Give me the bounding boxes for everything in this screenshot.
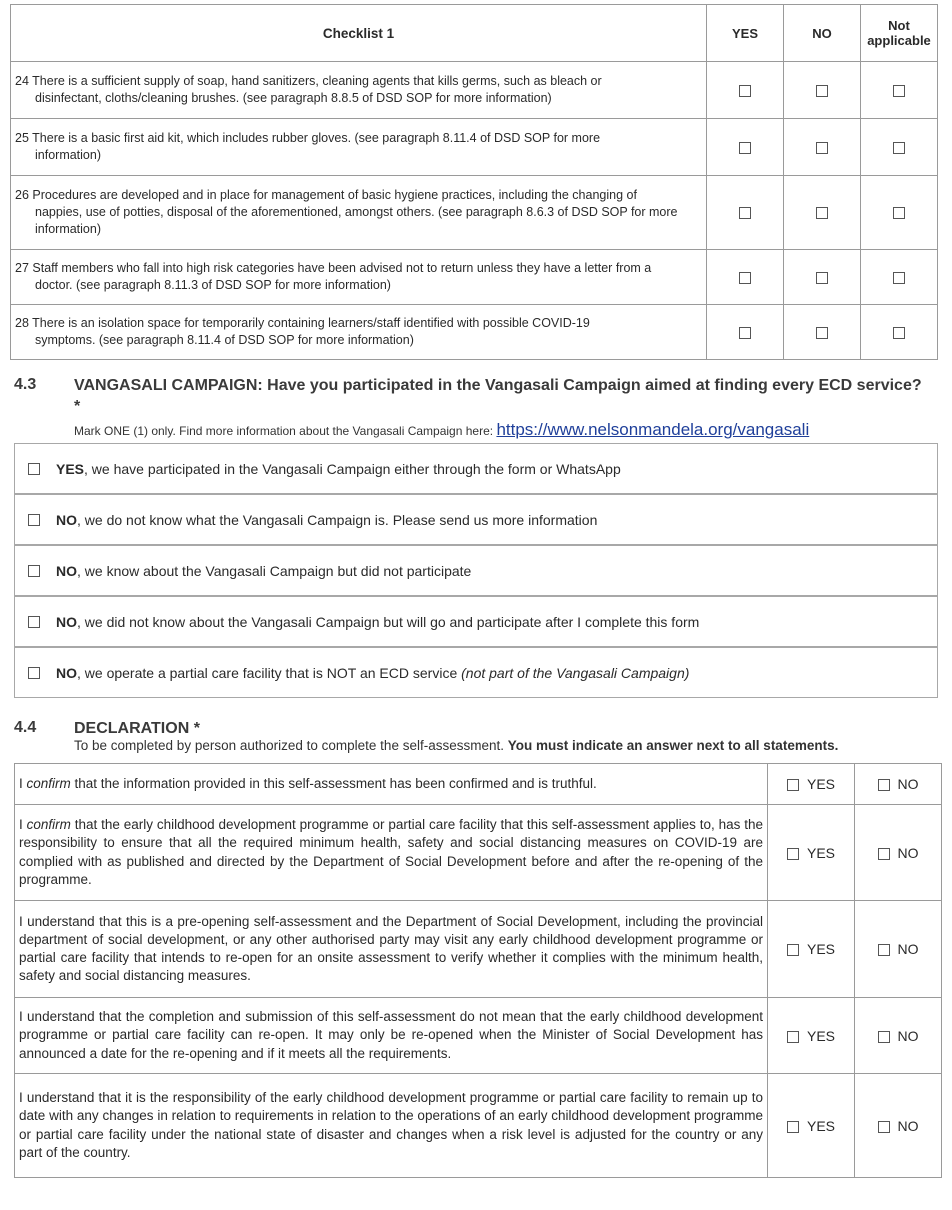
no-checkbox[interactable] [816, 327, 828, 339]
checklist-table [10, 4, 938, 360]
instruction-bold: You must indicate an answer next to all statements. [507, 738, 839, 753]
item-text-line2: disinfectant, cloths/cleaning brushes. (see paragraph 8.8.5 of DSD SOP for more information) [35, 91, 552, 105]
declaration-row [15, 1074, 942, 1178]
no-checkbox[interactable] [816, 207, 828, 219]
item-text-line1: There is a sufficient supply of soap, hand sanitizers, cleaning agents that kills germs, such as bleach or [32, 74, 602, 89]
na-checkbox[interactable] [893, 327, 905, 339]
yes-answer[interactable]: YES [768, 998, 855, 1074]
checklist-question [11, 119, 707, 176]
checklist-question [11, 250, 707, 305]
section-instruction [74, 738, 838, 753]
option-checkbox[interactable] [28, 667, 40, 679]
na-checkbox[interactable] [893, 272, 905, 284]
campaign-option[interactable] [14, 443, 938, 494]
item-number: 24 [15, 74, 29, 89]
item-number: 26 [15, 188, 29, 203]
checklist-question [11, 176, 707, 250]
option-label: NO, we do not know what the Vangasali Campaign is. Please send us more information [56, 511, 598, 528]
no-checkbox[interactable] [878, 779, 890, 791]
yes-checkbox[interactable] [739, 272, 751, 284]
no-checkbox[interactable] [816, 142, 828, 154]
vangasali-link[interactable]: https://www.nelsonmandela.org/vangasali [496, 420, 810, 439]
item-number: 28 [15, 316, 29, 331]
instruction-text: To be completed by person authorized to complete the self-assessment. [74, 738, 504, 753]
yes-answer[interactable]: YES [768, 764, 855, 805]
campaign-option[interactable] [14, 545, 938, 596]
yes-checkbox[interactable] [787, 779, 799, 791]
yes-checkbox[interactable] [739, 327, 751, 339]
na-checkbox[interactable] [893, 207, 905, 219]
declaration-table [14, 763, 942, 1178]
item-text-line1: There is an isolation space for temporarily containing learners/staff identified with possible COVID-19 [32, 316, 590, 331]
no-checkbox[interactable] [878, 1031, 890, 1043]
no-answer[interactable]: NO [855, 764, 942, 805]
section-instruction [74, 420, 944, 440]
yes-answer[interactable]: YES [768, 1074, 855, 1178]
checklist-header-row [11, 5, 938, 62]
yes-answer[interactable]: YES [768, 901, 855, 998]
na-header: Not applicable [861, 5, 938, 62]
declaration-statement: I understand that the completion and submission of this self-assessment do not mean that the early childhood development programme or partial care facility can re-open. It may only be re-opened when the Minister of Social Development has announced a date for the re-opening and if it meets all the requirements. [15, 998, 768, 1074]
yes-checkbox[interactable] [787, 944, 799, 956]
campaign-option[interactable] [14, 647, 938, 698]
no-checkbox[interactable] [878, 848, 890, 860]
checklist-row [11, 176, 938, 250]
no-answer[interactable]: NO [855, 998, 942, 1074]
item-text-line2: nappies, use of potties, disposal of the aforementioned, amongst others. (see paragraph 8.6.3 of DSD SOP for more information) [35, 205, 678, 236]
option-label: NO, we operate a partial care facility that is NOT an ECD service (not part of the Vangasali Campaign) [56, 664, 690, 681]
checklist-row [11, 119, 938, 176]
item-text-line2: information) [35, 148, 101, 162]
declaration-row [15, 998, 942, 1074]
item-text-line1: Staff members who fall into high risk categories have been advised not to return unless they have a letter from a [32, 261, 652, 276]
no-checkbox[interactable] [816, 85, 828, 97]
item-number: 27 [15, 261, 29, 276]
item-number: 25 [15, 131, 29, 146]
option-label: YES, we have participated in the Vangasali Campaign either through the form or WhatsApp [56, 460, 621, 477]
no-answer[interactable]: NO [855, 1074, 942, 1178]
declaration-statement: I understand that it is the responsibility of the early childhood development programme or partial care facility to remain up to date with any changes in relation to requirements in relation to the operations of an early childhood development programme or partial care facility under the national state of disaster and changes when a risk level is adjusted for the country or any part of the country. [15, 1074, 768, 1178]
na-checkbox[interactable] [893, 142, 905, 154]
no-answer[interactable]: NO [855, 901, 942, 998]
option-checkbox[interactable] [28, 463, 40, 475]
option-checkbox[interactable] [28, 616, 40, 628]
section-number: 4.4 [14, 719, 37, 736]
section-title: DECLARATION * [74, 720, 200, 737]
no-answer[interactable]: NO [855, 805, 942, 901]
no-checkbox[interactable] [878, 1121, 890, 1133]
yes-checkbox[interactable] [739, 142, 751, 154]
checklist-question [11, 62, 707, 119]
instruction-text: Mark ONE (1) only. Find more information about the Vangasali Campaign here: [74, 424, 494, 438]
checklist-title: Checklist 1 [11, 5, 707, 62]
item-text-line2: symptoms. (see paragraph 8.11.4 of DSD SOP for more information) [35, 333, 414, 347]
yes-header: YES [707, 5, 784, 62]
section-number: 4.3 [14, 376, 37, 393]
no-checkbox[interactable] [878, 944, 890, 956]
checklist-question [11, 305, 707, 360]
yes-answer[interactable]: YES [768, 805, 855, 901]
section-title: VANGASALI CAMPAIGN: Have you participated in the Vangasali Campaign aimed at finding every ECD service?* [74, 377, 922, 415]
option-checkbox[interactable] [28, 565, 40, 577]
yes-checkbox[interactable] [787, 848, 799, 860]
campaign-option[interactable] [14, 494, 938, 545]
declaration-row [15, 764, 942, 805]
checklist-row [11, 62, 938, 119]
option-label: NO, we know about the Vangasali Campaign but did not participate [56, 562, 472, 579]
item-text-line2: doctor. (see paragraph 8.11.3 of DSD SOP for more information) [35, 278, 391, 292]
declaration-statement: I confirm that the information provided in this self-assessment has been confirmed and is truthful. [15, 764, 768, 805]
declaration-statement: I understand that this is a pre-opening self-assessment and the Department of Social Development, including the provincial department of social development, or any other authorised party may visit any early childhood development programme or partial care facility that intends to re-open for an onsite assessment to verify whether it complies with the minimum health, safety and social distancing measures. [15, 901, 768, 998]
yes-checkbox[interactable] [787, 1031, 799, 1043]
no-header: NO [784, 5, 861, 62]
declaration-statement: I confirm that the early childhood development programme or partial care facility that this self-assessment applies to, has the responsibility to ensure that all the required minimum health, safety and social distancing measures on COVID-19 are complied with as published and directed by the Department of Social Development before and after the re-opening of the programme. [15, 805, 768, 901]
yes-checkbox[interactable] [739, 85, 751, 97]
option-label: NO, we did not know about the Vangasali Campaign but will go and participate after I complete this form [56, 613, 700, 630]
declaration-row [15, 901, 942, 998]
option-checkbox[interactable] [28, 514, 40, 526]
yes-checkbox[interactable] [739, 207, 751, 219]
yes-checkbox[interactable] [787, 1121, 799, 1133]
checklist-row [11, 250, 938, 305]
checklist-row [11, 305, 938, 360]
item-text-line1: Procedures are developed and in place for management of basic hygiene practices, including the changing of [32, 188, 637, 203]
campaign-option[interactable] [14, 596, 938, 647]
na-checkbox[interactable] [893, 85, 905, 97]
no-checkbox[interactable] [816, 272, 828, 284]
declaration-row [15, 805, 942, 901]
item-text-line1: There is a basic first aid kit, which includes rubber gloves. (see paragraph 8.11.4 of DSD SOP for more [32, 131, 601, 146]
